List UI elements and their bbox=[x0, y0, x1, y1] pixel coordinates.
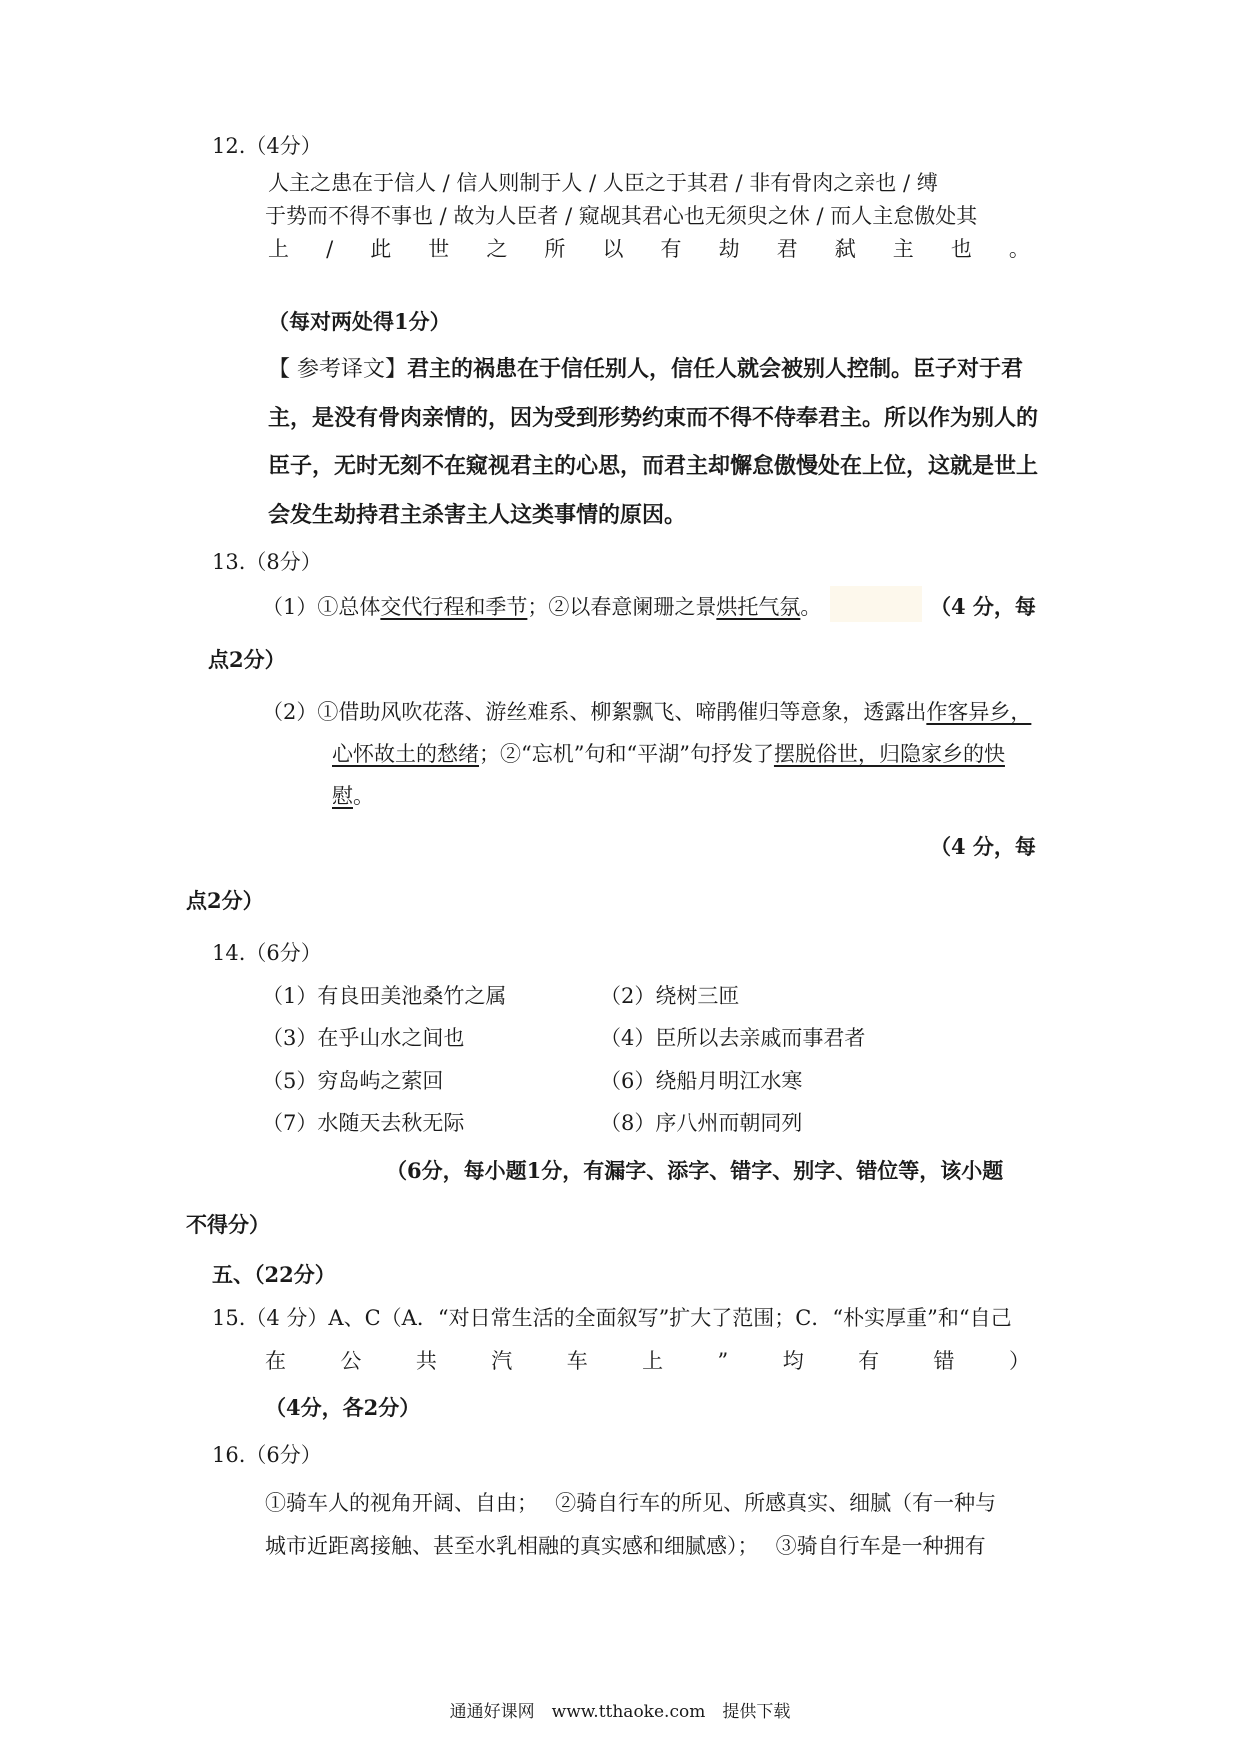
q12-char: 君 bbox=[776, 237, 798, 261]
q13-part-1-score-cont: 点2分） bbox=[208, 647, 286, 672]
text-span: 。 bbox=[353, 784, 374, 808]
q13-heading: 13.（8分） bbox=[212, 550, 322, 574]
q12-char: 之 bbox=[486, 237, 508, 261]
q13-part-2-score-cont: 点2分） bbox=[186, 888, 264, 913]
q14-item: （6）绕船月明江水寒 bbox=[600, 1069, 803, 1093]
q14-heading: 14.（6分） bbox=[212, 941, 322, 965]
q16-line-2: 城市近距离接触、甚至水乳相融的真实感和细腻感）； ③骑自行车是一种拥有 bbox=[265, 1534, 986, 1558]
q12-char: 弑 bbox=[834, 237, 856, 261]
q13-part-1 bbox=[262, 592, 821, 622]
text-span: （1）①总体 bbox=[262, 595, 381, 619]
translation-text: 君主的祸患在于信任别人，信任人就会被别人控制。臣子对于君 bbox=[407, 356, 1024, 382]
q12-char: 。 bbox=[1008, 237, 1030, 261]
section-5-heading: 五、（22分） bbox=[212, 1262, 336, 1287]
q14-item: （1）有良田美池桑竹之属 bbox=[262, 984, 507, 1008]
q13-part-2-line-3 bbox=[332, 781, 374, 811]
q15-char: 车 bbox=[566, 1349, 588, 1373]
q12-char: 此 bbox=[370, 237, 392, 261]
text-span: 。 bbox=[800, 595, 822, 619]
q12-char: 也 bbox=[950, 237, 972, 261]
q15-char: 汽 bbox=[491, 1349, 513, 1373]
q12-answer-line-3 bbox=[268, 234, 1030, 264]
footer-source-credit: 通通好课网 www.tthaoke.com 提供下载 bbox=[449, 1702, 791, 1722]
q12-char: 所 bbox=[544, 237, 566, 261]
q14-item: （8）序八州而朝同列 bbox=[600, 1111, 803, 1135]
q15-char: 均 bbox=[782, 1349, 804, 1373]
q15-score-note: （4分，各2分） bbox=[265, 1395, 421, 1420]
q15-line-1: 15.（4 分）A、C（A．“对日常生活的全面叙写”扩大了范围；C．“朴实厚重”和“自己 bbox=[212, 1306, 1012, 1330]
text-span: ；②“忘机”句和“平湖”句抒发了 bbox=[479, 742, 774, 766]
q12-answer-line-1: 人主之患在于信人 / 信人则制于人 / 人臣之于其君 / 非有骨肉之亲也 / 缚 bbox=[268, 171, 938, 195]
q12-translation-line-1 bbox=[268, 354, 1023, 385]
q12-char: 主 bbox=[892, 237, 914, 261]
underlined-key-point: 心怀故土的愁绪 bbox=[332, 742, 479, 766]
q13-part-2-line-1 bbox=[262, 697, 1031, 727]
q12-char: 劫 bbox=[718, 237, 740, 261]
q15-char: 上 bbox=[642, 1349, 664, 1373]
q12-translation-line-3: 臣子，无时无刻不在窥视君主的心思，而君主却懈怠傲慢处在上位，这就是世上 bbox=[268, 453, 1039, 479]
q15-line-2 bbox=[265, 1346, 1030, 1376]
q14-item: （4）臣所以去亲戚而事君者 bbox=[600, 1026, 866, 1050]
highlight-mark bbox=[830, 586, 922, 622]
q15-char: 在 bbox=[265, 1349, 286, 1373]
underlined-key-point: 烘托气氛 bbox=[716, 595, 801, 619]
text-span: （2）①借助风吹花落、游丝难系、柳絮飘飞、啼鹃催归等意象，透露出 bbox=[262, 700, 927, 724]
q12-translation-line-4: 会发生劫持君主杀害主人这类事情的原因。 bbox=[268, 502, 687, 528]
q14-item: （3）在乎山水之间也 bbox=[262, 1026, 465, 1050]
q16-line-1: ①骑车人的视角开阔、自由； ②骑自行车的所见、所感真实、细腻（有一种与 bbox=[265, 1491, 997, 1515]
q13-part-2-score: （4 分，每 bbox=[930, 834, 1036, 859]
q13-part-1-score: （4 分，每 bbox=[930, 594, 1036, 619]
q14-item: （5）穷岛屿之萦回 bbox=[262, 1069, 444, 1093]
q14-item: （2）绕树三匝 bbox=[600, 984, 740, 1008]
q13-part-2-line-2 bbox=[332, 739, 1005, 769]
q15-char: 有 bbox=[858, 1349, 880, 1373]
q15-char: ） bbox=[1008, 1349, 1030, 1373]
underlined-key-point: 交代行程和季节 bbox=[380, 595, 528, 619]
q12-char: 世 bbox=[428, 237, 450, 261]
q12-answer-line-2: 于势而不得不事也 / 故为人臣者 / 窥觇其君心也无须臾之休 / 而人主怠傲处其 bbox=[265, 204, 978, 228]
underlined-key-point: 慰 bbox=[332, 784, 353, 808]
q14-score-note-cont: 不得分） bbox=[186, 1212, 270, 1237]
q12-score-note: （每对两处得1分） bbox=[268, 309, 451, 334]
q14-item: （7）水随天去秋无际 bbox=[262, 1111, 465, 1135]
underlined-key-point: 摆脱俗世，归隐家乡的快 bbox=[773, 742, 1005, 766]
q12-heading: 12.（4分） bbox=[212, 134, 322, 158]
q15-char: ” bbox=[717, 1349, 729, 1373]
q15-char: 公 bbox=[340, 1349, 362, 1373]
q15-char: 错 bbox=[933, 1349, 955, 1373]
translation-label: 【 参考译文】 bbox=[268, 357, 407, 382]
text-span: ；②以春意阑珊之景 bbox=[527, 595, 717, 619]
q14-score-note: （6分，每小题1分，有漏字、添字、错字、别字、错位等，该小题 bbox=[386, 1158, 1004, 1183]
q16-heading: 16.（6分） bbox=[212, 1443, 322, 1467]
q12-char: / bbox=[326, 237, 334, 261]
q12-char: 上 bbox=[268, 237, 289, 261]
q12-translation-line-2: 主，是没有骨肉亲情的，因为受到形势约束而不得不侍奉君主。所以作为别人的 bbox=[268, 405, 1039, 431]
underlined-key-point: 作客异乡， bbox=[926, 700, 1032, 724]
q12-char: 以 bbox=[602, 237, 624, 261]
q15-char: 共 bbox=[415, 1349, 437, 1373]
q12-char: 有 bbox=[660, 237, 682, 261]
